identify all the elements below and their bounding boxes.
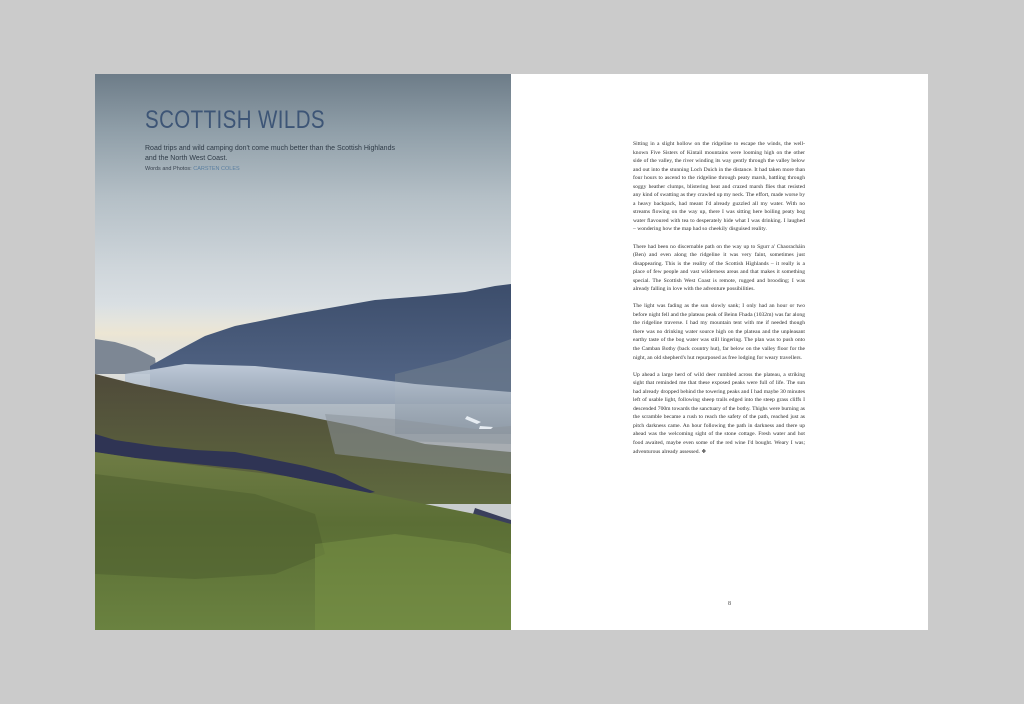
article-body: [633, 140, 805, 465]
body-paragraph: Sitting in a slight hollow on the ridgeline to escape the winds, the well-known Five Sisters of Kintail mountains were looming high on the other side of the valley, the river winding its way gently through the valley below and out into the stunning Loch Duich in the distance. It had taken more than four hours to ascend to the ridgeline through peaty marsh, battling through soggy heather clumps, blistering heat and crazed marsh flies that resisted any kind of swatting as they crawled up my neck. The effort, made worse by a heavy backpack, had meant I'd already guzzled all my water. With no streams flowing on the way up, there I was sitting here boiling peaty bog water flavoured with tea to desperately hide what I was drinking. I laughed – wondering how the map had so cheekily disguised reality.: [633, 141, 805, 233]
right-page-text: [511, 74, 928, 630]
body-paragraph: Up ahead a large herd of wild deer rumbled across the plateau, a striking sight that reminded me that these exposed peaks were full of life. The sun had already dropped behind the towering peaks and I had maybe 30 minutes left of usable light, following sheep trails edged into the steep grass cliffs I descended 700m towards the sanctuary of the bothy. Thighs were burning as the scramble became a rush to reach the safety of the path, reached just as pitch darkness came. An hour following the path in darkness and there up ahead was the welcoming sight of the stone cottage. Fresh water and hot food awaited, maybe even some of the red wine I'd bought. Weary I was; adventurous already assessed. ❖: [633, 371, 805, 455]
article-title: SCOTTISH WILDS: [145, 106, 326, 134]
body-paragraph: The light was fading as the sun slowly sank; I only had an hour or two before night fell and the plateau peak of Beinn Fhada (1032m) was far along the ridgeline traverse. I had my mountain tent with me if needed though there was no drinking water source high on the plateau and the unpleasant earthy taste of the bog water was still lingering. The plan was to push onto the Camban Bothy (back country hut), far below on the valley floor for the night, an old shepherd's hut repurposed as free lodging for weary travellers.: [633, 303, 805, 361]
left-page-photo: [95, 74, 511, 630]
page-number: 8: [728, 601, 731, 607]
byline: [145, 166, 240, 172]
article-standfirst: Road trips and wild camping don't come much better than the Scottish Highlands and the North West Coast.: [145, 145, 395, 162]
byline-label: Words and Photos:: [145, 166, 192, 172]
magazine-spread: [95, 74, 928, 630]
byline-author: CARSTEN COLES: [193, 166, 240, 172]
body-paragraph: There had been no discernable path on the way up to Sgurr a' Chaoracháin (Ben) and even along the ridgeline it was very faint, sometimes just disappearing. This is the reality of the Scottish Highlands – it really is a place of few people and vast wilderness areas and that makes it something special. The Scottish West Coast is remote, rugged and brooding; I was already falling in love with the adventure possibilities.: [633, 243, 805, 293]
